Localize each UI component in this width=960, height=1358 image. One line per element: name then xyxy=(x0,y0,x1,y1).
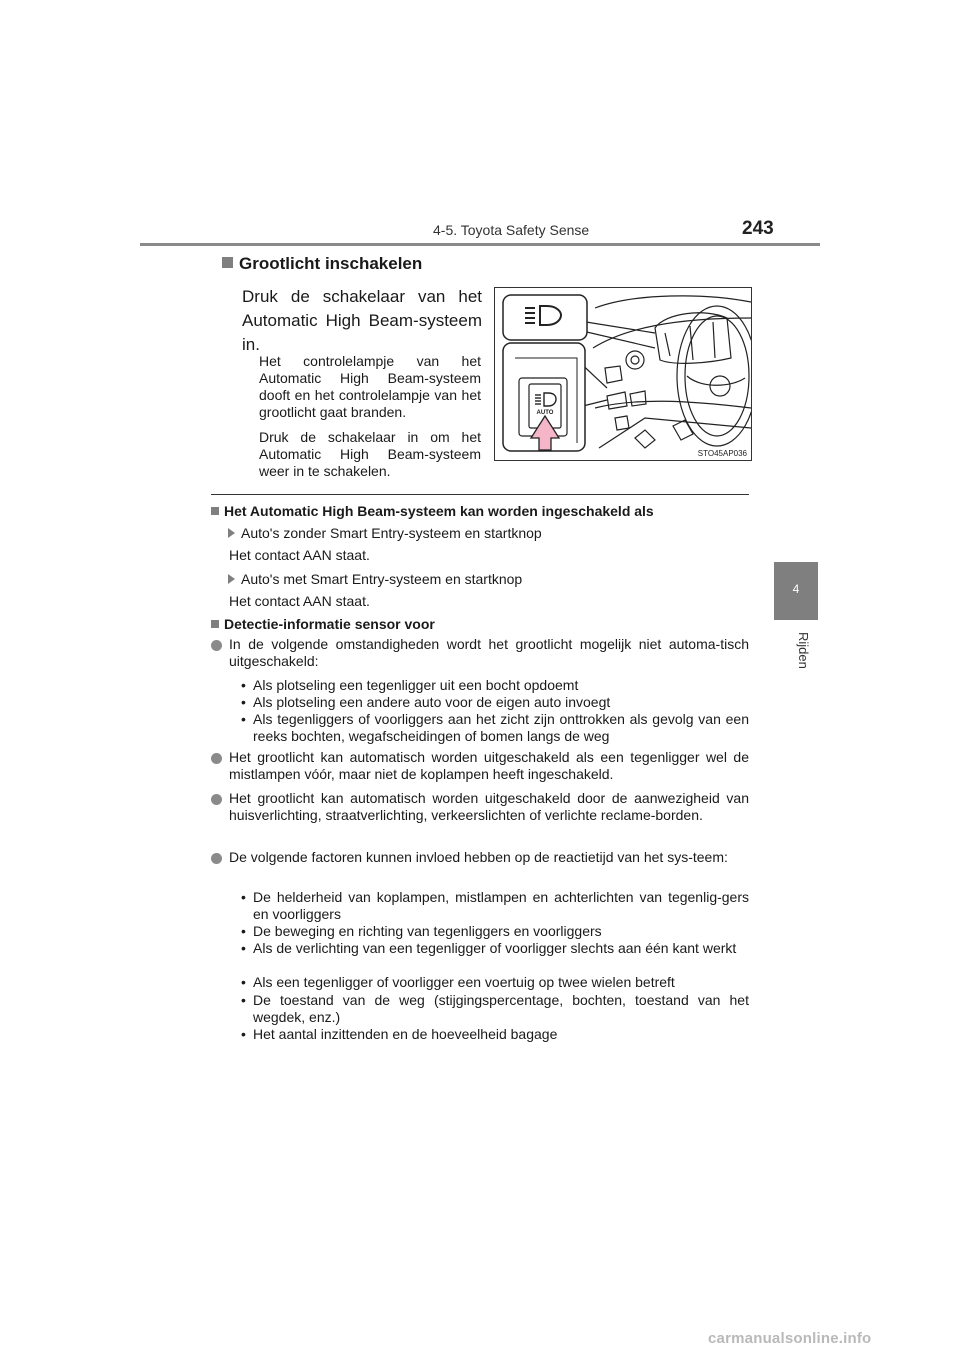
square-bullet-icon xyxy=(211,620,219,628)
bullet-item: • Als plotseling een andere auto voor de eigen auto invoegt xyxy=(241,694,749,711)
bullet-item: • Als plotseling een tegenligger uit een bocht opdoemt xyxy=(241,677,749,694)
condition-arrow-item xyxy=(228,571,522,587)
detection-paragraph: Het grootlicht kan automatisch worden uitgeschakeld als een tegenligger wel de mistlampen vóór, maar niet de koplampen heeft ingeschakeld. xyxy=(229,749,749,782)
bullet-item: • Als tegenliggers of voorliggers aan het zicht zijn onttrokken als gevolg van een reeks bochten, wegafscheidingen of bomen langs de weg xyxy=(241,711,749,744)
arrow-bullet-icon xyxy=(228,528,235,538)
section-heading-text: Grootlicht inschakelen xyxy=(239,254,423,273)
circle-bullet-icon xyxy=(211,753,222,764)
bullet-text: Als de verlichting van een tegenligger of voorligger slechts aan één kant werkt xyxy=(253,940,737,956)
chapter-title: Rijden xyxy=(796,632,811,669)
watermark-text: carmanualsonline.info xyxy=(708,1330,872,1347)
page-number: 243 xyxy=(742,218,774,239)
subsection-heading-text: Detectie-informatie sensor voor xyxy=(224,616,435,632)
bullet-item: • Als een tegenligger of voorligger een voertuig op twee wielen betreft xyxy=(241,974,749,991)
bullet-item: • Als de verlichting van een tegenligger of voorligger slechts aan één kant werkt xyxy=(241,940,749,957)
condition-label: Auto's zonder Smart Entry-systeem en startknop xyxy=(241,525,542,541)
bullet-text: De beweging en richting van tegenliggers en voorliggers xyxy=(253,923,602,939)
bullet-item: • De helderheid van koplampen, mistlampen en achterlichten van tegenlig-gers en voorliggers xyxy=(241,889,749,922)
square-bullet-icon xyxy=(211,507,219,515)
bullet-text: Het aantal inzittenden en de hoeveelheid bagage xyxy=(253,1026,558,1042)
detection-paragraph: Het grootlicht kan automatisch worden uitgeschakeld door de aanwezigheid van huisverlichting, straatverlichting, verkeerslichten of verlichte reclame-borden. xyxy=(229,790,749,823)
bullet-text: De toestand van de weg (stijgingspercentage, bochten, toestand van het wegdek, enz.) xyxy=(253,992,749,1025)
bullet-text: Als een tegenligger of voorligger een voertuig op twee wielen betreft xyxy=(253,974,675,990)
bullet-text: Als tegenliggers of voorliggers aan het zicht zijn onttrokken als gevolg van een reeks bochten, wegafscheidingen of bomen langs de weg xyxy=(253,711,749,744)
note-paragraph: Druk de schakelaar in om het Automatic High Beam-systeem weer in te schakelen. xyxy=(259,429,481,479)
condition-label: Auto's met Smart Entry-systeem en startknop xyxy=(241,571,523,587)
header-rule xyxy=(140,243,820,246)
detection-paragraph: De volgende factoren kunnen invloed hebben op de reactietijd van het sys-teem: xyxy=(229,849,728,865)
square-bullet-icon xyxy=(222,257,233,268)
bullet-text: De helderheid van koplampen, mistlampen en achterlichten van tegenlig-gers en voorliggers xyxy=(253,889,749,922)
section-divider xyxy=(211,494,749,495)
chapter-tab xyxy=(774,562,818,620)
subsection-heading xyxy=(211,503,654,519)
subsection-heading xyxy=(211,616,435,632)
bullet-item: • De toestand van de weg (stijgingspercentage, bochten, toestand van het wegdek, enz.) xyxy=(241,992,749,1025)
condition-text: Het contact AAN staat. xyxy=(229,593,370,609)
condition-arrow-item xyxy=(228,525,542,541)
subsection-heading-text: Het Automatic High Beam-systeem kan worden ingeschakeld als xyxy=(224,503,654,519)
switch-auto-label: AUTO xyxy=(536,410,554,416)
note-paragraph: Het controlelampje van het Automatic High Beam-systeem dooft en het controlelampje van het grootlicht gaat branden. xyxy=(259,353,481,420)
bullet-text: Als plotseling een tegenligger uit een bocht opdoemt xyxy=(253,677,579,693)
running-header-section: 4-5. Toyota Safety Sense xyxy=(433,222,590,238)
circle-bullet-icon xyxy=(211,640,222,651)
bullet-text: Als plotseling een andere auto voor de eigen auto invoegt xyxy=(253,694,611,710)
arrow-bullet-icon xyxy=(228,574,235,584)
condition-text: Het contact AAN staat. xyxy=(229,547,370,563)
circle-bullet-icon xyxy=(211,794,222,805)
bullet-item: • De beweging en richting van tegenliggers en voorliggers xyxy=(241,923,749,940)
circle-bullet-icon xyxy=(211,853,222,864)
bullet-item: • Het aantal inzittenden en de hoeveelheid bagage xyxy=(241,1026,749,1043)
instruction-text: Druk de schakelaar van het Automatic High Beam-systeem in. xyxy=(242,287,482,354)
section-heading xyxy=(222,254,422,274)
detection-paragraph: In de volgende omstandigheden wordt het grootlicht mogelijk niet automa-tisch uitgeschakeld: xyxy=(229,636,749,669)
dashboard-illustration xyxy=(494,287,752,461)
dashboard-drawing xyxy=(495,288,751,460)
figure-code: STO45AP036 xyxy=(697,449,747,458)
chapter-number: 4 xyxy=(792,582,800,596)
